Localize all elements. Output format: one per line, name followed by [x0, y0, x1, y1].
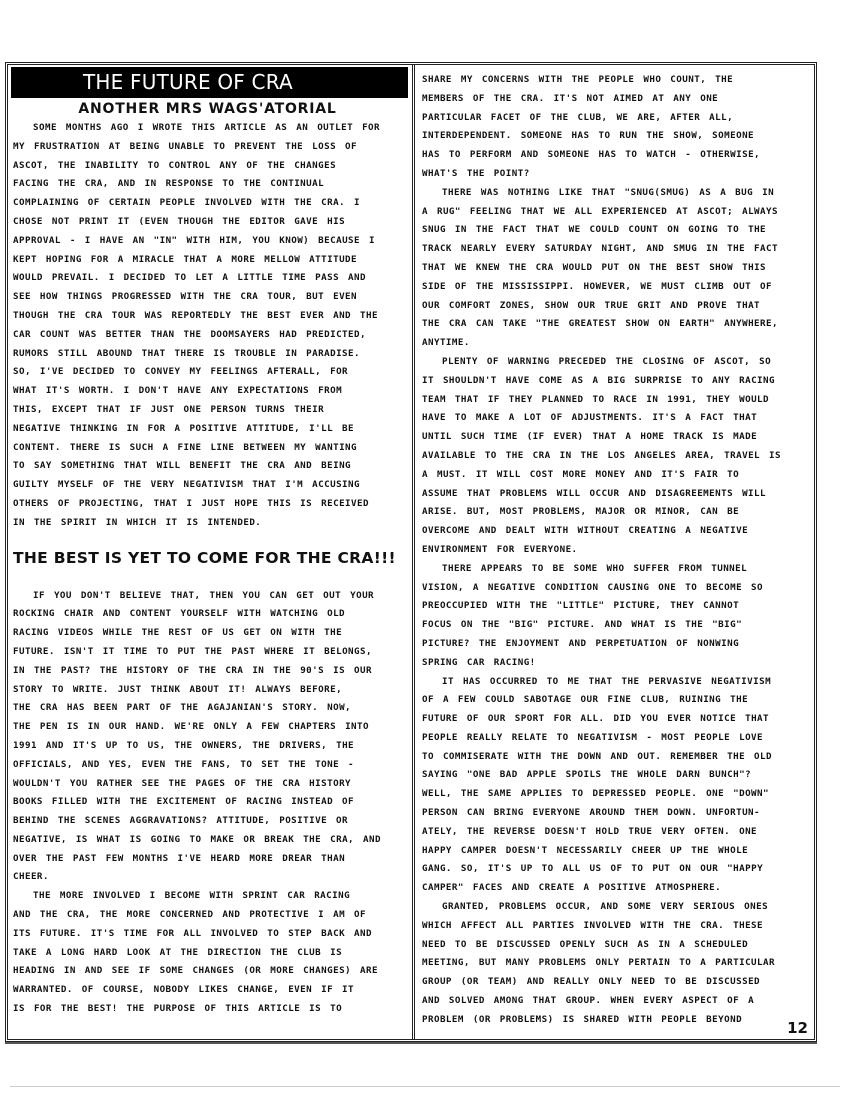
text-line: THAT WE KNEW THE CRA WOULD PUT ON THE BEST SHOW THIS	[422, 261, 767, 273]
text-line: THE MORE INVOLVED I BECOME WITH SPRINT CAR RACING	[33, 890, 351, 902]
text-line: SAYING "ONE BAD APPLE SPOILS THE WHOLE DARN BUNCH"?	[422, 769, 752, 781]
text-line: OVERCOME AND DEALT WITH WITHOUT CREATING A NEGATIVE	[422, 525, 749, 537]
text-line: OTHERS OF PROJECTING, THAT I JUST HOPE THIS IS RECEIVED	[13, 497, 369, 509]
text-line: AND THE CRA, THE MORE CONCERNED AND PROTECTIVE I AM OF	[13, 909, 366, 921]
text-line: NEED TO BE DISCUSSED OPENLY SUCH AS IN A SCHEDULED	[422, 938, 749, 950]
text-line: TO SAY SOMETHING THAT WILL BENEFIT THE CRA AND BEING	[13, 460, 352, 472]
text-line: GRANTED, PROBLEMS OCCUR, AND SOME VERY SERIOUS ONES	[442, 901, 769, 913]
text-line: PICTURE? THE ENJOYMENT AND PERPETUATION OF NONWING	[422, 637, 740, 649]
text-line: BOOKS FILLED WITH THE EXCITEMENT OF RACING INSTEAD OF	[13, 796, 355, 808]
text-line: WARRANTED. OF COURSE, NOBODY LIKES CHANGE, EVEN IF IT	[13, 984, 355, 996]
text-line: GANG. SO, IT'S UP TO ALL US OF TO PUT ON OUR "HAPPY	[422, 863, 764, 875]
text-line: SOME MONTHS AGO I WROTE THIS ARTICLE AS AN OUTLET FOR	[33, 122, 381, 133]
text-line: IF YOU DON'T BELIEVE THAT, THEN YOU CAN GET OUT YOUR	[33, 589, 375, 601]
text-line: THE PEN IS IN OUR HAND. WE'RE ONLY A FEW CHAPTERS INTO	[13, 721, 369, 733]
text-line: THE CRA CAN TAKE "THE GREATEST SHOW ON EARTH" ANYWHERE,	[422, 318, 778, 330]
text-line: APPROVAL - I HAVE AN "IN" WITH HIM, YOU KNOW) BECAUSE I	[13, 234, 375, 246]
text-line: THE CRA HAS BEEN PART OF THE AGAJANIAN'S STORY. NOW,	[13, 702, 352, 714]
text-line: ROCKING CHAIR AND CONTENT YOURSELF WITH WATCHING OLD	[13, 608, 346, 620]
text-line: UNTIL SUCH TIME (IF EVER) THAT A HOME TRACK IS MADE	[422, 431, 758, 443]
text-line: ARISE. BUT, MOST PROBLEMS, MAJOR OR MINOR, CAN BE	[422, 506, 740, 518]
text-line: AND SOLVED AMONG THAT GROUP. WHEN EVERY ASPECT OF A	[422, 995, 755, 1007]
text-line: AVAILABLE TO THE CRA IN THE LOS ANGELES AREA, TRAVEL IS	[422, 449, 781, 461]
paragraph	[13, 587, 402, 888]
text-line: PERSON CAN BRING EVERYONE AROUND THEM DOWN. UNFORTUN-	[422, 807, 761, 819]
text-line: FACING THE CRA, AND IN RESPONSE TO THE CONTINUAL	[13, 178, 325, 190]
article-title: THE FUTURE OF CRA	[11, 67, 408, 98]
paragraph	[422, 71, 810, 184]
text-line: STORY TO WRITE. JUST THINK ABOUT IT! ALWAYS BEFORE,	[13, 683, 343, 695]
section-heading: THE BEST IS YET TO COME FOR THE CRA!!!	[13, 548, 396, 567]
text-line: ANYTIME.	[422, 337, 470, 349]
text-line: SIDE OF THE MISSISSIPPI. HOWEVER, WE MUST CLIMB OUT OF	[422, 280, 772, 292]
text-line: TEAM THAT IF THEY PLANNED TO RACE IN 1991, THEY WOULD	[422, 393, 770, 405]
text-line: TRACK NEARLY EVERY SATURDAY NIGHT, AND SMUG IN THE FACT	[422, 243, 778, 255]
text-line: CAR COUNT WAS BETTER THAN THE DOOMSAYERS HAD PREDICTED,	[13, 328, 366, 340]
text-line: GUILTY MYSELF OF THE VERY NEGATIVISM THAT I'M ACCUSING	[13, 479, 360, 491]
text-line: WHAT IT'S WORTH. I DON'T HAVE ANY EXPECTATIONS FROM	[13, 385, 343, 397]
text-line: CHEER.	[13, 871, 49, 883]
text-line: ITS FUTURE. IT'S TIME FOR ALL INVOLVED TO STEP BACK AND	[13, 927, 372, 939]
text-line: CONTENT. THERE IS SUCH A FINE LINE BETWEEN MY WANTING	[13, 441, 358, 453]
text-line: GROUP (OR TEAM) AND REALLY ONLY NEED TO BE DISCUSSED	[422, 976, 761, 988]
text-line: WHICH AFFECT ALL PARTIES INVOLVED WITH THE CRA. THESE	[422, 919, 764, 931]
text-line: THERE WAS NOTHING LIKE THAT "SNUG(SMUG) AS A BUG IN	[442, 186, 775, 198]
text-line: HAPPY CAMPER DOESN'T NECESSARILY CHEER UP THE WHOLE	[422, 844, 749, 856]
text-line: FUTURE OF OUR SPORT FOR ALL. DID YOU EVER NOTICE THAT	[422, 713, 770, 725]
paragraph	[422, 560, 810, 673]
text-line: WOULD PREVAIL. I DECIDED TO LET A LITTLE TIME PASS AND	[13, 272, 366, 284]
text-line: VISION, A NEGATIVE CONDITION CAUSING ONE TO BECOME SO	[422, 581, 764, 593]
text-line: IT SHOULDN'T HAVE COME AS A BIG SURPRISE TO ANY RACING	[422, 374, 775, 386]
text-line: A MUST. IT WILL COST MORE MONEY AND IT'S FAIR TO	[422, 468, 740, 480]
text-line: THERE APPEARS TO BE SOME WHO SUFFER FROM TUNNEL	[442, 562, 748, 574]
text-line: FUTURE. ISN'T IT TIME TO PUT THE PAST WHERE IT BELONGS,	[13, 645, 372, 657]
text-line: IN THE SPIRIT IN WHICH IT IS INTENDED.	[13, 516, 262, 528]
left-column	[8, 65, 408, 1039]
text-line: 1991 AND IT'S UP TO US, THE OWNERS, THE DRIVERS, THE	[13, 739, 355, 751]
text-line: SPRING CAR RACING!	[422, 656, 536, 668]
text-line: IT HAS OCCURRED TO ME THAT THE PERVASIVE NEGATIVISM	[442, 675, 772, 687]
article-subtitle: ANOTHER MRS WAGS'ATORIAL	[78, 101, 337, 117]
text-line: MEMBERS OF THE CRA. IT'S NOT AIMED AT ANY ONE	[422, 92, 719, 104]
text-line: PREOCCUPIED WITH THE "LITTLE" PICTURE, THEY CANNOT	[422, 600, 740, 612]
text-line: RACING VIDEOS WHILE THE REST OF US GET ON WITH THE	[13, 627, 343, 639]
right-column	[412, 65, 814, 1039]
text-line: SNUG IN THE FACT THAT WE COULD COUNT ON GOING TO THE	[422, 224, 767, 236]
text-line: SHARE MY CONCERNS WITH THE PEOPLE WHO COUNT, THE	[422, 74, 734, 85]
text-line: WELL, THE SAME APPLIES TO DEPRESSED PEOPLE. ONE "DOWN"	[422, 788, 769, 800]
text-line: OF A FEW COULD SABOTAGE OUR FINE CLUB, RUINING THE	[422, 694, 749, 706]
text-line: PLENTY OF WARNING PRECEDED THE CLOSING OF ASCOT, SO	[442, 355, 772, 367]
text-line: IS FOR THE BEST! THE PURPOSE OF THIS ARTICLE IS TO	[13, 1003, 343, 1015]
text-line: OVER THE PAST FEW MONTHS I'VE HEARD MORE DREAR THAN	[13, 852, 346, 864]
text-line: ASSUME THAT PROBLEMS WILL OCCUR AND DISAGREEMENTS WILL	[422, 487, 766, 499]
text-line: KEPT HOPING FOR A MIRACLE THAT A MORE MELLOW ATTITUDE	[13, 253, 358, 265]
text-line: TO COMMISERATE WITH THE DOWN AND OUT. REMEMBER THE OLD	[422, 750, 772, 762]
text-line: RUMORS STILL ABOUND THAT THERE IS TROUBLE IN PARADISE.	[13, 347, 360, 359]
text-line: PEOPLE REALLY RELATE TO NEGATIVISM - MOST PEOPLE LOVE	[422, 731, 764, 743]
paragraph	[13, 887, 402, 1019]
text-line: HAVE TO MAKE A LOT OF ADJUSTMENTS. IT'S A FACT THAT	[422, 412, 758, 424]
paragraph	[422, 898, 810, 1030]
text-line: BEHIND THE SCENES AGGRAVATIONS? ATTITUDE, POSITIVE OR	[13, 815, 349, 827]
text-line: MY FRUSTRATION AT BEING UNABLE TO PREVENT THE LOSS OF	[13, 140, 358, 152]
text-line: NEGATIVE THINKING IN FOR A POSITIVE ATTITUDE, I'LL BE	[13, 422, 355, 434]
text-line: THIS, EXCEPT THAT IF JUST ONE PERSON TURNS THEIR	[13, 403, 325, 415]
text-line: HEADING IN AND SEE IF SOME CHANGES (OR MORE CHANGES) ARE	[13, 965, 378, 977]
text-line: WHAT'S THE POINT?	[422, 167, 530, 179]
paragraph	[422, 673, 810, 899]
text-line: PARTICULAR FACET OF THE CLUB, WE ARE, AFTER ALL,	[422, 111, 734, 123]
text-line: NEGATIVE, IS WHAT IS GOING TO MAKE OR BREAK THE CRA, AND	[13, 833, 381, 845]
text-line: WOULDN'T YOU RATHER SEE THE PAGES OF THE CRA HISTORY	[13, 777, 352, 789]
text-line: THOUGH THE CRA TOUR WAS REPORTEDLY THE BEST EVER AND THE	[13, 309, 378, 321]
intro-paragraph	[13, 119, 402, 533]
text-line: COMPLAINING OF CERTAIN PEOPLE INVOLVED WITH THE CRA. I	[13, 197, 360, 209]
page-number: 12	[787, 1019, 808, 1037]
text-line: OFFICIALS, AND YES, EVEN THE FANS, TO SET THE TONE -	[13, 758, 355, 770]
text-line: INTERDEPENDENT. SOMEONE HAS TO RUN THE SHOW, SOMEONE	[422, 130, 755, 142]
text-line: ATELY, THE REVERSE DOESN'T HOLD TRUE VERY OFTEN. ONE	[422, 825, 758, 837]
text-line: CHOSE NOT PRINT IT (EVEN THOUGH THE EDITOR GAVE HIS	[13, 215, 346, 227]
text-line: SO, I'VE DECIDED TO CONVEY MY FEELINGS AFTERALL, FOR	[13, 366, 349, 378]
page-frame	[5, 62, 817, 1042]
paragraph	[422, 184, 810, 353]
text-line: A RUG" FEELING THAT WE ALL EXPERIENCED AT ASCOT; ALWAYS	[422, 205, 778, 217]
paragraph	[422, 353, 810, 560]
text-line: HAS TO PERFORM AND SOMEONE HAS TO WATCH - OTHERWISE,	[422, 149, 761, 161]
text-line: IN THE PAST? THE HISTORY OF THE CRA IN THE 90'S IS OUR	[13, 664, 372, 676]
text-line: MEETING, BUT MANY PROBLEMS ONLY PERTAIN TO A PARTICULAR	[422, 957, 775, 969]
text-line: SEE HOW THINGS PROGRESSED WITH THE CRA TOUR, BUT EVEN	[13, 291, 358, 303]
text-line: OUR COMFORT ZONES, SHOW OUR TRUE GRIT AND PROVE THAT	[422, 299, 761, 311]
page-edge-shadow	[10, 1086, 840, 1087]
text-line: TAKE A LONG HARD LOOK AT THE DIRECTION THE CLUB IS	[13, 946, 343, 958]
text-line: FOCUS ON THE "BIG" PICTURE. AND WHAT IS THE "BIG"	[422, 619, 743, 631]
text-line: ENVIRONMENT FOR EVERYONE.	[422, 543, 578, 555]
text-line: ASCOT, THE INABILITY TO CONTROL ANY OF THE CHANGES	[13, 159, 337, 171]
text-line: PROBLEM (OR PROBLEMS) IS SHARED WITH PEOPLE BEYOND	[422, 1013, 743, 1025]
text-line: CAMPER" FACES AND CREATE A POSITIVE ATMOSPHERE.	[422, 882, 722, 894]
